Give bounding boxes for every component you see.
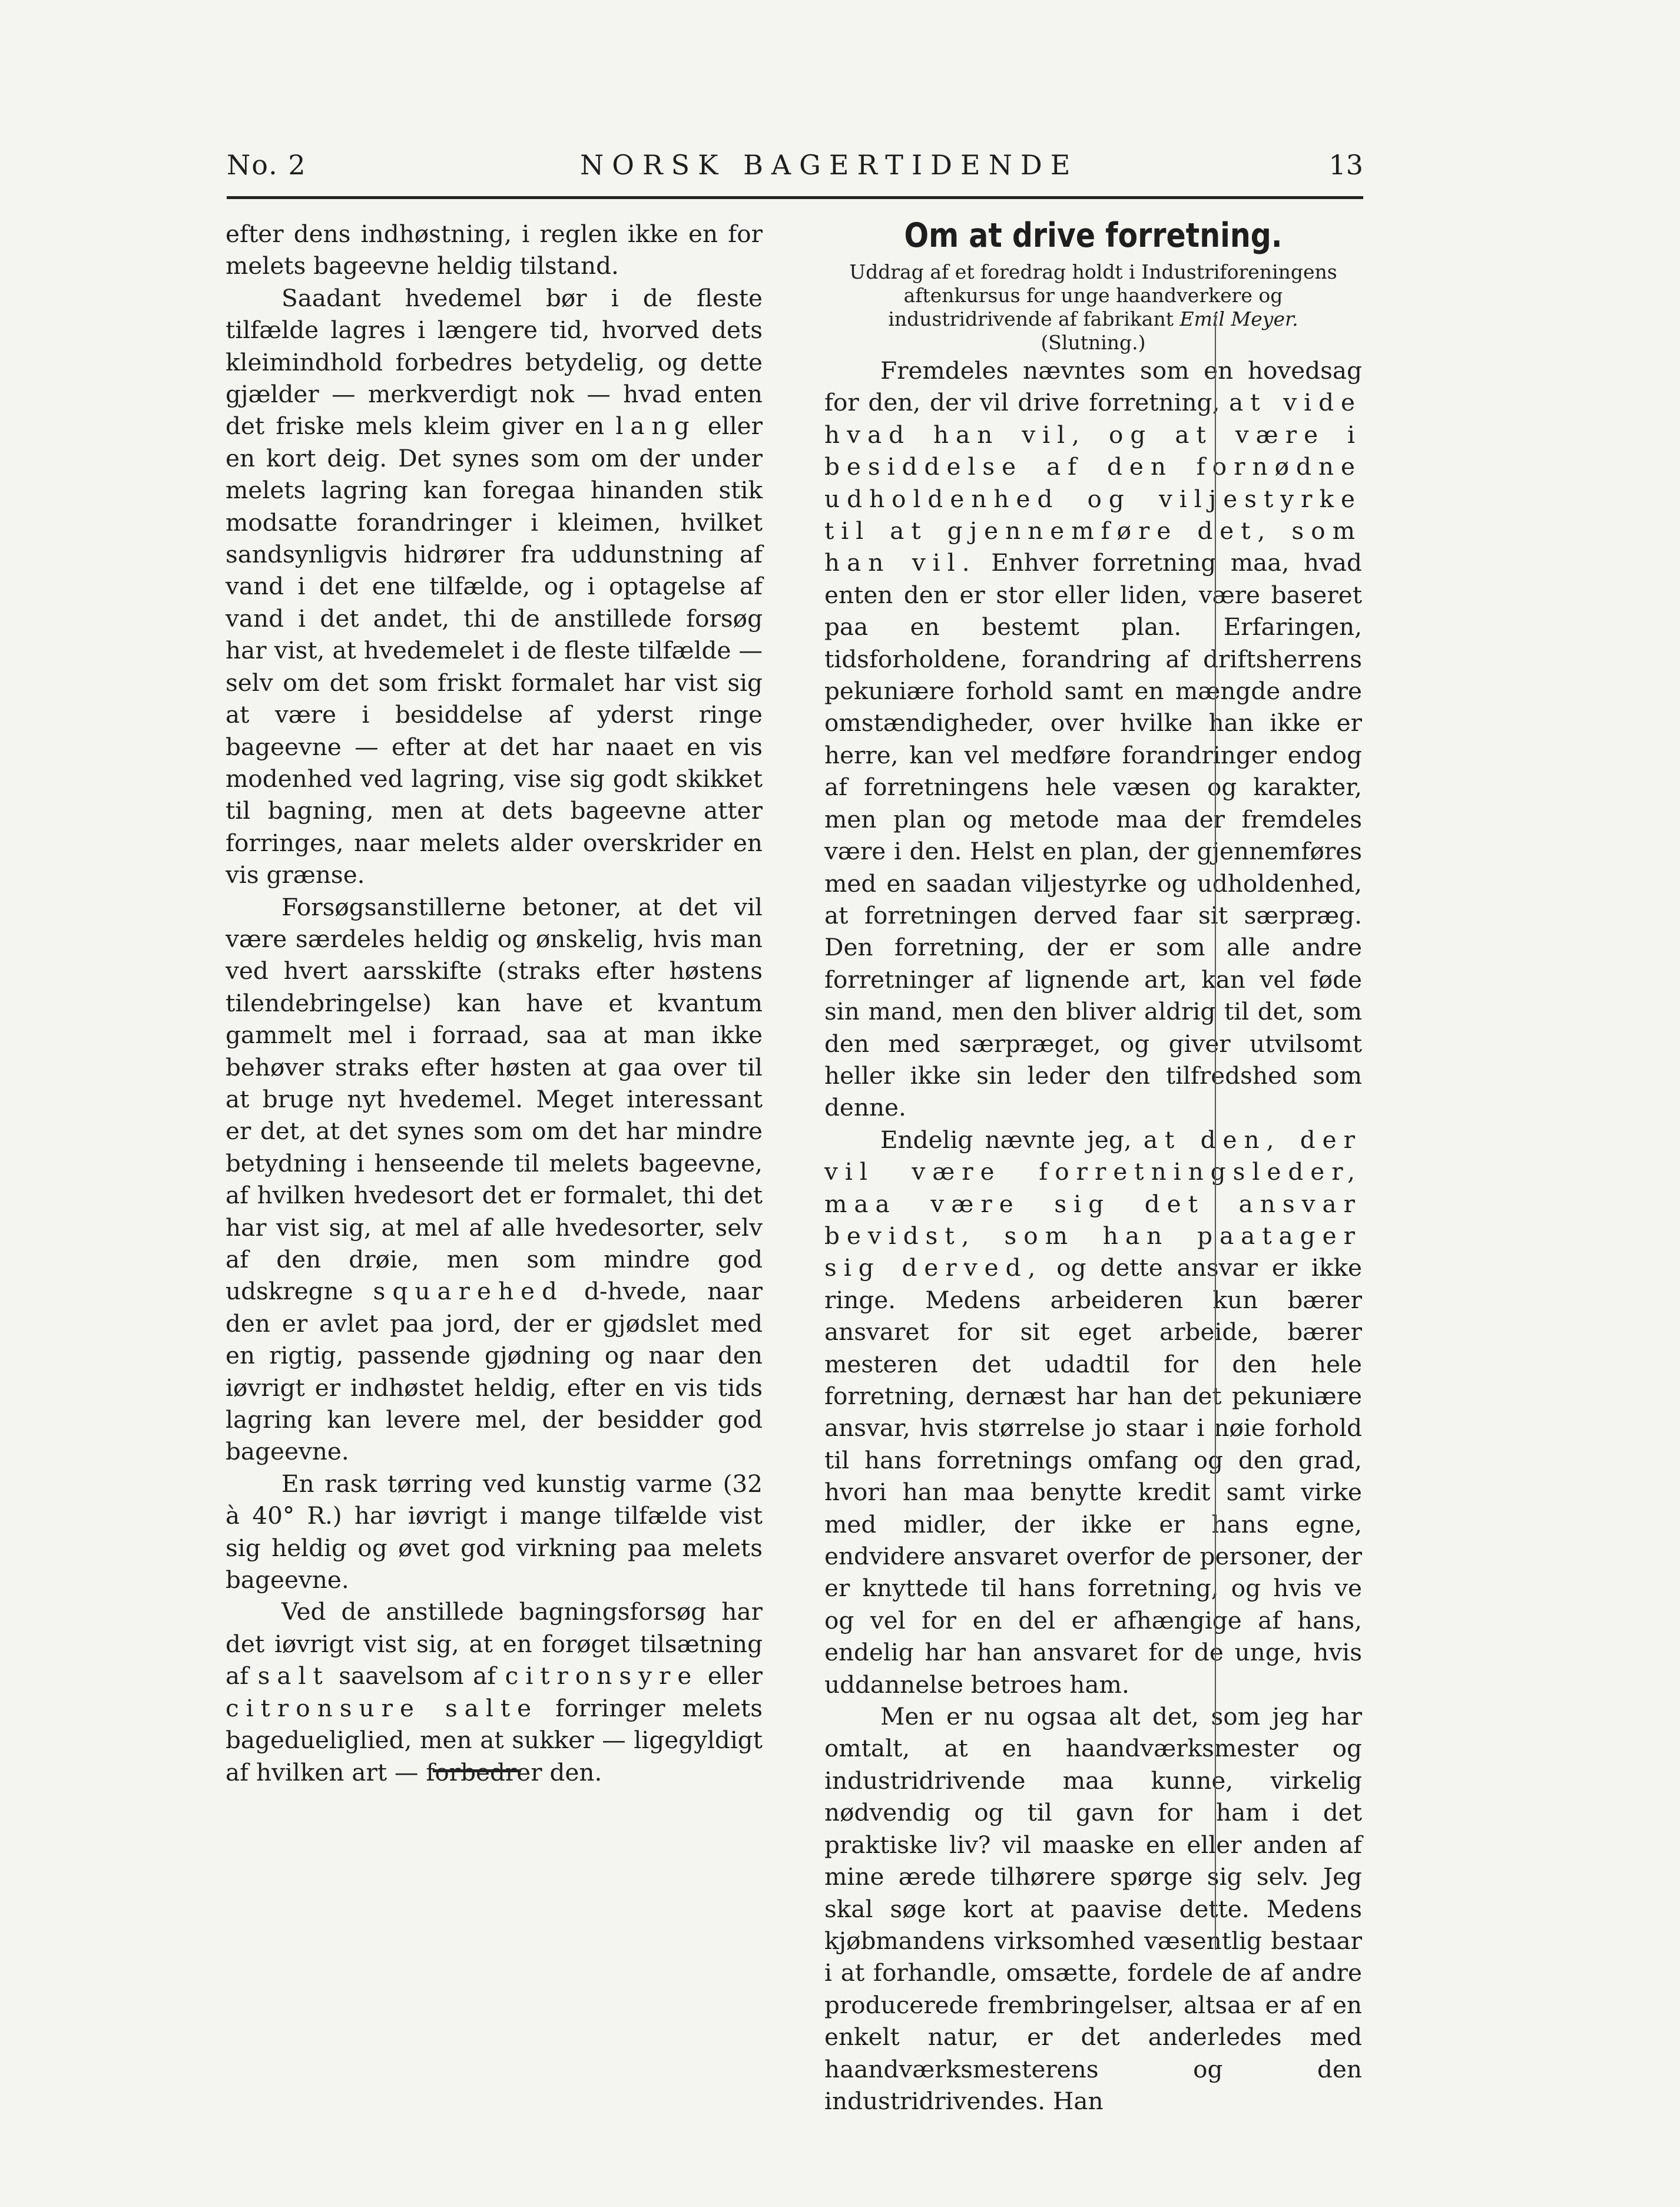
text-run: forringer melets bagedueliglied, men at sukker — ligegyldigt af hvilken art — forbedrer den.	[226, 1693, 763, 1786]
article-title: Om at drive forretning.	[904, 216, 1283, 255]
spaced-emphasis: squarehed	[373, 1277, 564, 1306]
text-run: Fremdeles nævntes som en hovedsag for den, der vil drive forretning,	[824, 356, 1362, 417]
text-run: og dette ansvar er ikke ringe. Medens arbeideren kun bærer ansvaret for sit eget arbeide, bærer mesteren det udadtil for den hele forretning, dernæst har han det pekuniære ansvar, hvis størrelse jo staar i nøie forhold til hans forretnings omfang og den grad, hvori han maa benytte kredit samt virke med midler, der ikke er hans egne, endvidere ansvaret overfor de personer, der er knyttede til hans forretning, og hvis ve og vel for en del er afhængige af hans, endelig har han ansvaret for de unge, hvis uddannelse betroes ham.	[824, 1253, 1363, 1699]
spaced-emphasis: citronsure salte	[226, 1693, 539, 1722]
text-run: Saadant hvedemel bør i de fleste tilfælde lagres i længere tid, hvorved dets kleimindhold forbedres betydelig, og dette gjælder — merkverdigt nok — hvad enten det friske mels kleim giver en	[226, 283, 763, 441]
right-column	[824, 213, 1362, 2117]
publication-title: NORSK BAGERTIDENDE	[580, 149, 1079, 181]
left-column	[226, 218, 763, 1788]
author-name: Emil Meyer.	[1179, 307, 1298, 330]
text-run: Enhver forretning maa, hvad enten den er stor eller liden, være baseret paa en bestemt plan. Erfaringen, tidsforholdene, forandring af driftsherrens pekuniære forhold samt en mængde andre omstændigheder, over hvilke han ikke er herre, kan vel medføre forandringer endog af forretningens hele væsen og karakter, men plan og metode maa der fremdeles være i den. Helst en plan, der gjennemføres med en saadan viljestyrke og udholdenhed, at forretningen derved faar sit særpræg. Den forretning, der er som alle andre forretninger af lignende art, kan vel føde sin mand, men den bliver aldrig til det, som den med særpræget, og giver utvilsomt heller ikke sin leder den tilfredshed som denne.	[824, 548, 1362, 1122]
article-subtitle	[824, 260, 1362, 331]
page-header	[227, 149, 1363, 190]
issue-number: No. 2	[227, 149, 307, 181]
text-run: Forsøgsanstillerne betoner, at det vil være særdeles heldig og ønskelig, hvis man ved hvert aarsskifte (straks efter høstens tilendebringelse) kan have et kvantum gammelt mel i forraad, saa at man ikke behøver straks efter høsten at gaa over til at bruge nyt hvedemel. Meget interessant er det, at det synes som om det har mindre betydning i henseende til melets bageevne, af hvilken hvedesort det er formalet, thi det har vist sig, at mel af alle hvedesorter, selv af den drøie, men som mindre god udskregne	[226, 892, 763, 1306]
paragraph	[226, 1596, 763, 1788]
paragraph: En rask tørring ved kunstig varme (32 à 40° R.) har iøvrigt i mange tilfælde vist sig heldig og øvet god virkning paa melets bageevne.	[226, 1469, 763, 1594]
text-run: Ved de anstillede bagningsforsøg har det iøvrigt vist sig, at en forøget tilsætning af	[226, 1597, 763, 1690]
paragraph: Men er nu ogsaa alt det, som jeg har omtalt, at en haandværksmester og industridrivende maa kunne, virkelig nødvendig og til gavn for ham i det praktiske liv? vil maaske en eller anden af mine ærede tilhørere spørge sig selv. Jeg skal søge kort at paavise dette. Medens kjøbmandens virksomhed væsentlig bestaar i at forhandle, omsætte, fordele de af andre producerede frembringelser, altsaa er af en enkelt natur, er det anderledes med haandværksmesterens og den industridrivendes. Han	[824, 1702, 1362, 2115]
text-run: Endelig nævnte jeg,	[880, 1125, 1132, 1154]
text-run: saavelsom af	[339, 1662, 496, 1690]
paragraph	[824, 355, 1362, 1124]
page-number: 13	[1328, 149, 1363, 181]
spaced-emphasis: at vide hvad han vil, og at være i besiddelse af den fornødne udholdenhed og viljestyrke til at gjennemføre det, som han vil.	[824, 388, 1362, 577]
continuation-note: (Slutning.)	[1041, 331, 1146, 354]
article-end-rule	[433, 1769, 521, 1772]
header-rule	[227, 196, 1363, 199]
text-run: d-hvede, naar den er avlet paa jord, der er gjødslet med en rigtig, passende gjødning og naar den iøvrigt er indhøstet heldig, efter en vis tids lagring kan levere mel, der besidder god bageevne.	[226, 1277, 763, 1466]
scan-crease-line	[1215, 312, 1216, 1950]
subtitle-text: Uddrag af et foredrag holdt i Industriforeningens aftenkursus for unge haandverkere og industridrivende af fabrikant	[849, 260, 1337, 330]
spaced-emphasis: citronsyre	[505, 1662, 699, 1690]
paragraph	[226, 891, 763, 1468]
spaced-emphasis: lang	[615, 412, 697, 441]
text-run: eller	[707, 1662, 763, 1690]
paragraph: efter dens indhøstning, i reglen ikke en for melets bageevne heldig tilstand.	[226, 220, 763, 280]
text-run: eller en kort deig. Det synes som om der under melets lagring kan foregaa hinanden stik modsatte forandringer i kleimen, hvilket sandsynligvis hidrører fra uddunstning af vand i det ene tilfælde, og i optagelse af vand i det andet, thi de anstillede forsøg har vist, at hvedemelet i de fleste tilfælde — selv om det som friskt formalet har vist sig at være i besiddelse af yderst ringe bageevne — efter at det har naaet en vis modenhed ved lagring, vise sig godt skikket til bagning, men at dets bageevne atter forringes, naar melets alder overskrider en vis grænse.	[226, 412, 763, 889]
paragraph	[824, 1124, 1362, 1700]
spaced-emphasis: at den, der vil være forretningsleder, maa være sig det ansvar bevidst, som han paatager sig derved,	[824, 1125, 1362, 1282]
spaced-emphasis: salt	[257, 1662, 330, 1690]
paragraph	[226, 282, 763, 891]
